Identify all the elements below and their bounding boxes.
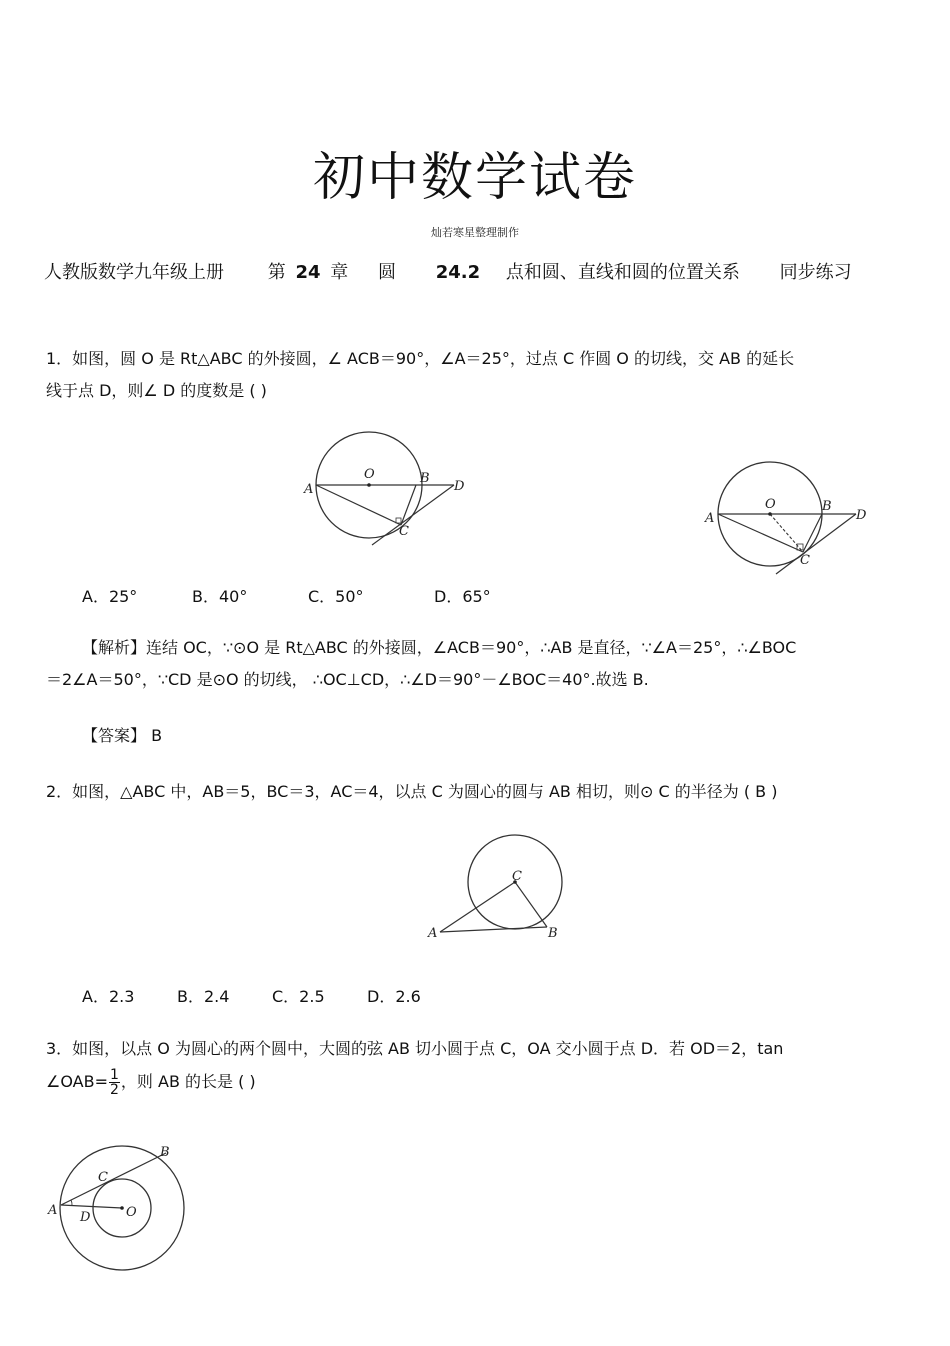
q1r-line-oc bbox=[770, 514, 803, 552]
page-title: 初中数学试卷 bbox=[312, 148, 637, 208]
q2-line-ac bbox=[440, 882, 515, 932]
q1-option-a[interactable]: A．25° bbox=[82, 587, 138, 606]
q1r-label-c: C bbox=[800, 553, 810, 568]
q2-option-d[interactable]: D．2.6 bbox=[367, 987, 421, 1006]
q1-figure-left bbox=[298, 428, 473, 548]
chapter-prefix: 第 bbox=[267, 262, 286, 283]
q3-line-ao bbox=[61, 1205, 122, 1208]
q1r-center-dot bbox=[768, 512, 772, 516]
q2-label-c: C bbox=[512, 869, 522, 884]
q3-frac-den: 2 bbox=[109, 1082, 119, 1098]
q1r-label-d: D bbox=[856, 508, 867, 523]
q1-label-d: D bbox=[454, 479, 465, 494]
course-name: 人教版数学九年级上册 bbox=[44, 262, 224, 283]
q1-text-line2: 线于点 D，则∠ D 的度数是 ( ) bbox=[46, 381, 267, 400]
q3-line2-post: ，则 AB 的长是 ( ) bbox=[120, 1072, 256, 1091]
q3-angle-mark bbox=[71, 1200, 72, 1206]
q1-analysis-line2: ＝2∠A＝50°，∵CD 是⊙O 的切线， ∴OC⊥CD，∴∠D＝90°－∠BOC＝40°.故选 B. bbox=[46, 670, 649, 689]
practice-label: 同步练习 bbox=[779, 262, 852, 283]
q1-center-dot bbox=[367, 483, 371, 487]
q3-label-o: O bbox=[126, 1205, 137, 1220]
q1r-label-a: A bbox=[705, 511, 715, 526]
q1r-label-b: B bbox=[822, 499, 832, 514]
chapter-name: 圆 bbox=[378, 262, 396, 283]
q2-label-a: A bbox=[428, 926, 438, 941]
q2-line-ab bbox=[440, 927, 547, 932]
q1-answer: 【答案】 B bbox=[82, 726, 163, 745]
q1-right-angle-mark bbox=[396, 518, 401, 523]
q1-text-line1: 1．如图，圆 O 是 Rt△ABC 的外接圆，∠ ACB＝90°，∠A＝25°，过点 C 作圆 O 的切线，交 AB 的延长 bbox=[46, 349, 795, 368]
section-number: 24.2 bbox=[435, 262, 481, 283]
q1r-tangent bbox=[776, 514, 856, 574]
q3-center-dot bbox=[120, 1206, 124, 1210]
q1-figure-right bbox=[700, 458, 875, 578]
q1-option-b[interactable]: B．40° bbox=[192, 587, 248, 606]
page-subtitle: 灿若寒星整理制作 bbox=[431, 226, 519, 239]
q2-line-bc bbox=[515, 882, 547, 927]
q1r-label-o: O bbox=[765, 497, 776, 512]
q2-label-b: B bbox=[548, 926, 558, 941]
q2-text-line1: 2．如图，△ABC 中，AB＝5，BC＝3，AC＝4，以点 C 为圆心的圆与 AB 相切，则⊙ C 的半径为 ( B ) bbox=[46, 782, 778, 801]
q1-label-o: O bbox=[364, 467, 375, 482]
q2-option-a[interactable]: A．2.3 bbox=[82, 987, 135, 1006]
q1-option-d[interactable]: D．65° bbox=[434, 587, 491, 606]
q3-label-d: D bbox=[80, 1210, 91, 1225]
q3-frac-num: 1 bbox=[109, 1067, 119, 1083]
q3-chord-ab bbox=[61, 1153, 166, 1205]
q1-analysis-line1: 【解析】连结 OC，∵⊙O 是 Rt△ABC 的外接圆，∠ACB＝90°，∴AB 是直径，∵∠A＝25°，∴∠BOC bbox=[82, 638, 797, 657]
q3-label-c: C bbox=[98, 1170, 108, 1185]
q3-text-line1: 3．如图，以点 O 为圆心的两个圆中，大圆的弦 AB 切小圆于点 C，OA 交小圆于点 D．若 OD＝2，tan bbox=[46, 1039, 784, 1058]
chapter-number: 24 bbox=[295, 262, 321, 283]
q3-text-line2 bbox=[46, 1068, 256, 1097]
q3-line2-pre: ∠OAB= bbox=[46, 1072, 108, 1091]
q1r-line-ac bbox=[718, 514, 803, 552]
q3-label-a: A bbox=[48, 1203, 58, 1218]
q2-figure bbox=[420, 830, 570, 945]
chapter-suffix: 章 bbox=[330, 262, 349, 283]
q1-option-c[interactable]: C．50° bbox=[308, 587, 364, 606]
q1-label-a: A bbox=[304, 482, 314, 497]
q2-option-b[interactable]: B．2.4 bbox=[177, 987, 230, 1006]
q1-label-c: C bbox=[399, 524, 409, 539]
q3-label-b: B bbox=[160, 1145, 170, 1160]
section-header bbox=[44, 258, 914, 284]
q2-option-c[interactable]: C．2.5 bbox=[272, 987, 325, 1006]
q3-fraction bbox=[109, 1068, 120, 1097]
q3-figure bbox=[44, 1140, 194, 1275]
section-name: 点和圆、直线和圆的位置关系 bbox=[505, 262, 740, 283]
q1-label-b: B bbox=[420, 471, 430, 486]
